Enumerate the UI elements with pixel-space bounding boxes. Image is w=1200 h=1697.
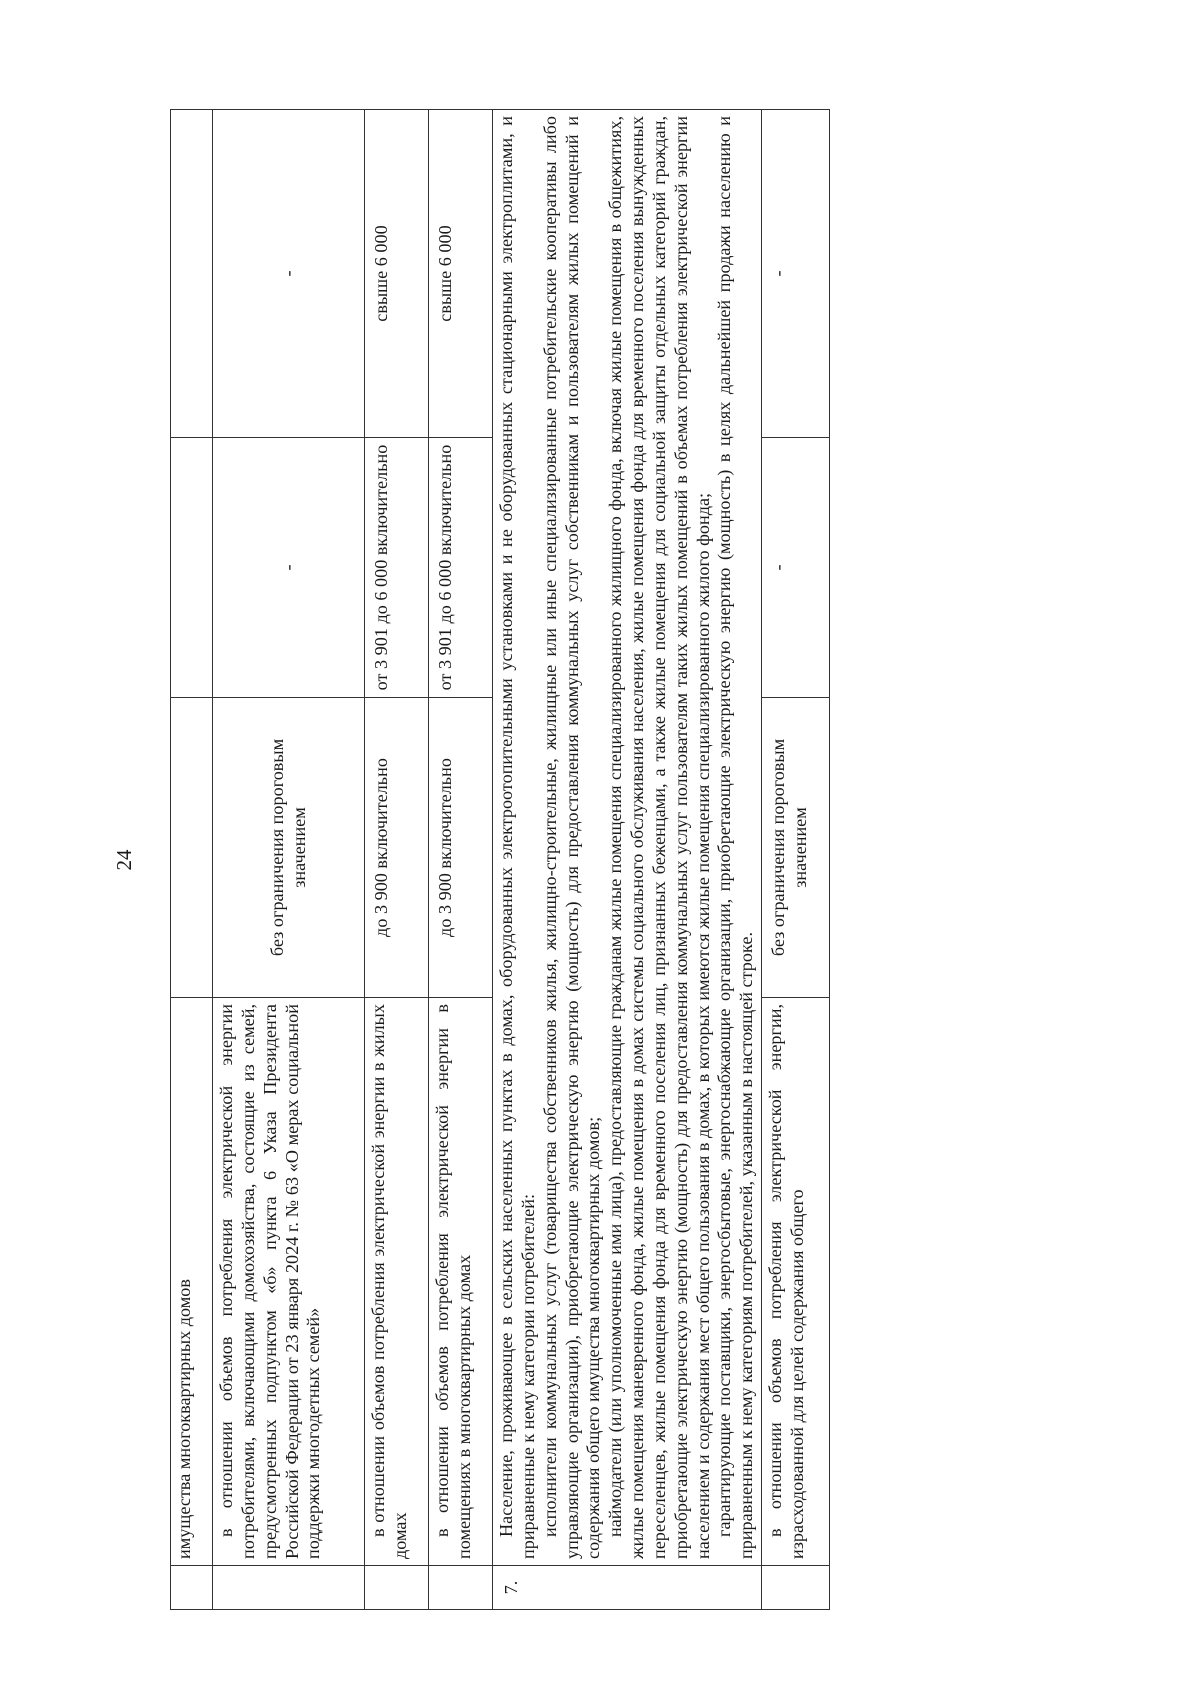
page-number: 24: [112, 849, 136, 871]
section-7-paragraph: наймодатели (или уполномоченные ими лица), предоставляющие гражданам жилые помещения специализированного жилищного фонда, включая жилые помещения в общежитиях, жилые помещения маневренного фонда, жилые помещения в домах системы социального обслуживания населения, жилые помещения фонда для временного поселения вынужденных переселенцев, жилые помещения фонда для временного поселения лиц, признанных беженцами, а также жилые помещения для социальной защиты отдельных категорий граждан, приобретающие электрическую энергию (мощность) для предоставления коммунальных услуг пользователям таких жилых помещений в объемах потребления электрической энергии населением и содержания мест общего пользования в домах, в которых имеются жилые помещения специализированного жилого фонда;: [605, 116, 713, 1559]
row-number: [365, 1566, 429, 1610]
section-7-paragraph: гарантирующие поставщики, энергосбытовые, энергоснабжающие организации, приобретающие электрическую энергию (мощность) в целях дальнейшей продажи населению и приравненным к нему категориям потребителей, указанным в настоящей строке.: [714, 116, 757, 1559]
table-row: [213, 110, 365, 1610]
row-value-2: от 3 901 до 6 000 включительно: [365, 438, 429, 698]
row-value-1: [171, 698, 213, 998]
row-value-2: -: [762, 438, 830, 698]
row-description: в отношении объемов потребления электрической энергии в помещениях в многоквартирных домах: [429, 998, 493, 1566]
row-description: в отношении объемов потребления электрической энергии потребителями, включающими домохозяйства, состоящие из семей, предусмотренных подпунктом «б» пункта 6 Указа Президента Российской Федерации от 23 января 2024 г. № 63 «О мерах социальной поддержки многодетных семей»: [213, 998, 365, 1566]
row-value-1: без ограничения пороговым значением: [213, 698, 365, 998]
row-value-2: -: [213, 438, 365, 698]
section-7-paragraph: исполнители коммунальных услуг (товарищества собственников жилья, жилищно-строительные, жилищные или иные специализированные потребительские кооперативы либо управляющие организации), приобретающие электрическую энергию (мощность) для предоставления коммунальных услуг собственникам и пользователям жилых помещений и содержания общего имущества многоквартирных домов;: [539, 116, 604, 1559]
row-value-2: [171, 438, 213, 698]
row-value-1: без ограничения пороговым значением: [762, 698, 830, 998]
table-row: [171, 110, 213, 1610]
row-number: [762, 1566, 830, 1610]
row-value-3: свыше 6 000: [365, 110, 429, 438]
row-value-3: -: [762, 110, 830, 438]
row-value-1: до 3 900 включительно: [429, 698, 493, 998]
row-number: [171, 1566, 213, 1610]
row-number: [213, 1566, 365, 1610]
row-value-3: свыше 6 000: [429, 110, 493, 438]
row-value-2: от 3 901 до 6 000 включительно: [429, 438, 493, 698]
row-description: в отношении объемов потребления электрической энергии, израсходованной для целей содержания общего: [762, 998, 830, 1566]
table-row: [429, 110, 493, 1610]
table-row-section-7: [493, 110, 762, 1610]
row-number: 7.: [493, 1566, 762, 1610]
row-description: имущества многоквартирных домов: [171, 998, 213, 1566]
section-7-text: [493, 110, 762, 1566]
tariff-table: [170, 109, 830, 1610]
rotated-page: [112, 110, 1060, 1610]
table-row: [365, 110, 429, 1610]
row-value-3: [171, 110, 213, 438]
row-value-3: -: [213, 110, 365, 438]
row-value-1: до 3 900 включительно: [365, 698, 429, 998]
table-row: [762, 110, 830, 1610]
row-description: в отношении объемов потребления электрической энергии в жилых домах: [365, 998, 429, 1566]
section-7-paragraph: Население, проживающее в сельских населенных пунктах в домах, оборудованных электроотопительными установками и не оборудованных стационарными электроплитами, и приравненные к нему категории потребителей:: [496, 116, 538, 1559]
row-number: [429, 1566, 493, 1610]
